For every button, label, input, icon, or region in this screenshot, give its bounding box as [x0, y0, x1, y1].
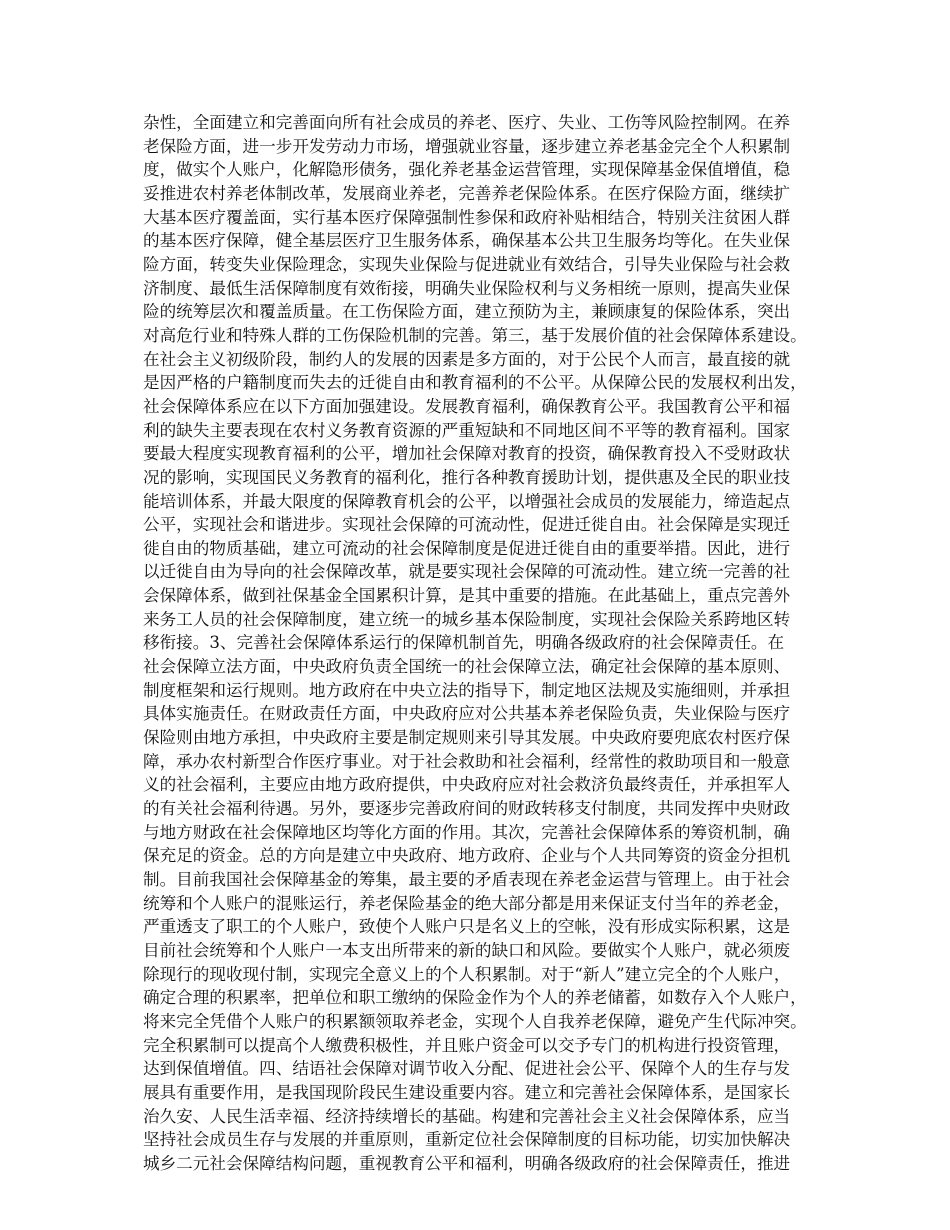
text-line: 险方面，转变失业保险理念，实现失业保险与促进就业有效结合，引导失业保险与社会救 — [143, 254, 791, 274]
text-line: 的有关社会福利待遇。另外，要逐步完善政府间的财政转移支付制度，共同发挥中央财政 — [143, 799, 791, 819]
text-line: 保充足的资金。总的方向是建立中央政府、地方政府、企业与个人共同筹资的资金分担机 — [143, 846, 791, 866]
text-line: 社会保障立法方面，中央政府负责全国统一的社会保障立法，确定社会保障的基本原则、 — [143, 657, 791, 677]
text-line: 坚持社会成员生存与发展的并重原则，重新定位社会保障制度的目标功能，切实加快解决 — [143, 1130, 791, 1150]
text-line: 公平，实现社会和谐进步。实现社会保障的可流动性，促进迁徙自由。社会保障是实现迁 — [143, 515, 791, 535]
text-line: 在社会主义初级阶段，制约人的发展的因素是多方面的，对于公民个人而言，最直接的就 — [143, 349, 791, 369]
text-line: 徙自由的物质基础，建立可流动的社会保障制度是促进迁徙自由的重要举措。因此，进行 — [143, 538, 791, 558]
text-line: 统筹和个人账户的混账运行，养老保险基金的绝大部分都是用来保证支付当年的养老金， — [143, 893, 791, 913]
text-line: 保险则由地方承担，中央政府主要是制定规则来引导其发展。中央政府要兜底农村医疗保 — [143, 728, 791, 748]
text-line: 老保险方面，进一步开发劳动力市场，增强就业容量，逐步建立养老基金完全个人积累制 — [143, 136, 791, 156]
text-line: 确定合理的积累率，把单位和职工缴纳的保险金作为个人的养老储蓄，如数存入个人账户， — [143, 988, 807, 1008]
text-line: 利的缺失主要表现在农村义务教育资源的严重短缺和不同地区间不平等的教育福利。国家 — [143, 420, 791, 440]
text-line: 义的社会福利，主要应由地方政府提供，中央政府应对社会救济负最终责任，并承担军人 — [143, 775, 791, 795]
text-line: 是因严格的户籍制度而失去的迁徙自由和教育福利的不公平。从保障公民的发展权利出发， — [143, 373, 807, 393]
text-line: 将来完全凭借个人账户的积累额领取养老金，实现个人自我养老保障，避免产生代际冲突。 — [143, 1011, 807, 1031]
text-line: 移衔接。3、完善社会保障体系运行的保障机制首先，明确各级政府的社会保障责任。在 — [143, 633, 785, 653]
text-line: 目前社会统筹和个人账户一本支出所带来的新的缺口和风险。要做实个人账户，就必须废 — [143, 940, 791, 960]
text-line: 障，承办农村新型合作医疗事业。对于社会救助和社会福利，经常性的救助项目和一般意 — [143, 751, 791, 771]
text-line: 况的影响，实现国民义务教育的福利化，推行各种教育援助计划，提供惠及全民的职业技 — [143, 467, 791, 487]
text-line: 城乡二元社会保障结构问题，重视教育公平和福利，明确各级政府的社会保障责任，推进 — [143, 1153, 791, 1173]
text-line: 杂性，全面建立和完善面向所有社会成员的养老、医疗、失业、工伤等风险控制网。在养 — [143, 113, 791, 132]
text-line: 对高危行业和特殊人群的工伤保险机制的完善。第三，基于发展价值的社会保障体系建设。 — [143, 325, 807, 345]
text-line: 治久安、人民生活幸福、经济持续增长的基础。构建和完善社会主义社会保障体系，应当 — [143, 1106, 791, 1126]
text-line: 以迁徙自由为导向的社会保障改革，就是要实现社会保障的可流动性。建立统一完善的社 — [143, 562, 791, 582]
text-line: 的基本医疗保障，健全基层医疗卫生服务体系，确保基本公共卫生服务均等化。在失业保 — [143, 231, 791, 251]
text-line: 度，做实个人账户，化解隐形债务，强化养老基金运营管理，实现保障基金保值增值，稳 — [143, 160, 791, 180]
text-line: 会保障体系，做到社保基金全国累积计算，是其中重要的措施。在此基础上，重点完善外 — [143, 586, 791, 606]
body-text — [143, 111, 813, 1176]
text-line: 能培训体系，并最大限度的保障教育机会的公平，以增强社会成员的发展能力，缔造起点 — [143, 491, 791, 511]
text-line: 展具有重要作用，是我国现阶段民生建设重要内容。建立和完善社会保障体系，是国家长 — [143, 1082, 791, 1102]
text-line: 达到保值增值。四、结语社会保障对调节收入分配、促进社会公平、保障个人的生存与发 — [143, 1059, 791, 1079]
text-line: 要最大程度实现教育福利的公平，增加社会保障对教育的投资，确保教育投入不受财政状 — [143, 444, 791, 464]
text-line: 与地方财政在社会保障地区均等化方面的作用。其次，完善社会保障体系的筹资机制，确 — [143, 822, 791, 842]
text-line: 具体实施责任。在财政责任方面，中央政府应对公共基本养老保险负责，失业保险与医疗 — [143, 704, 791, 724]
text-line: 除现行的现收现付制，实现完全意义上的个人积累制。对于“新人”建立完全的个人账户， — [143, 964, 791, 984]
text-line: 大基本医疗覆盖面，实行基本医疗保障强制性参保和政府补贴相结合，特别关注贫困人群 — [143, 207, 791, 227]
text-line: 制度框架和运行规则。地方政府在中央立法的指导下，制定地区法规及实施细则，并承担 — [143, 680, 791, 700]
text-line: 妥推进农村养老体制改革，发展商业养老，完善养老保险体系。在医疗保险方面，继续扩 — [143, 183, 791, 203]
text-line: 济制度、最低生活保障制度有效衔接，明确失业保险权利与义务相统一原则，提高失业保 — [143, 278, 791, 298]
text-line: 制。目前我国社会保障基金的筹集，最主要的矛盾表现在养老金运营与管理上。由于社会 — [143, 870, 791, 889]
text-line: 社会保障体系应在以下方面加强建设。发展教育福利，确保教育公平。我国教育公平和福 — [143, 396, 791, 416]
text-line: 来务工人员的社会保障制度，建立统一的城乡基本保险制度，实现社会保险关系跨地区转 — [143, 609, 791, 629]
text-line: 严重透支了职工的个人账户，致使个人账户只是名义上的空帐，没有形成实际积累，这是 — [143, 917, 791, 937]
text-line: 完全积累制可以提高个人缴费积极性，并且账户资金可以交予专门的机构进行投资管理， — [143, 1035, 791, 1055]
text-line: 险的统筹层次和覆盖质量。在工伤保险方面，建立预防为主，兼顾康复的保险体系，突出 — [143, 302, 791, 322]
